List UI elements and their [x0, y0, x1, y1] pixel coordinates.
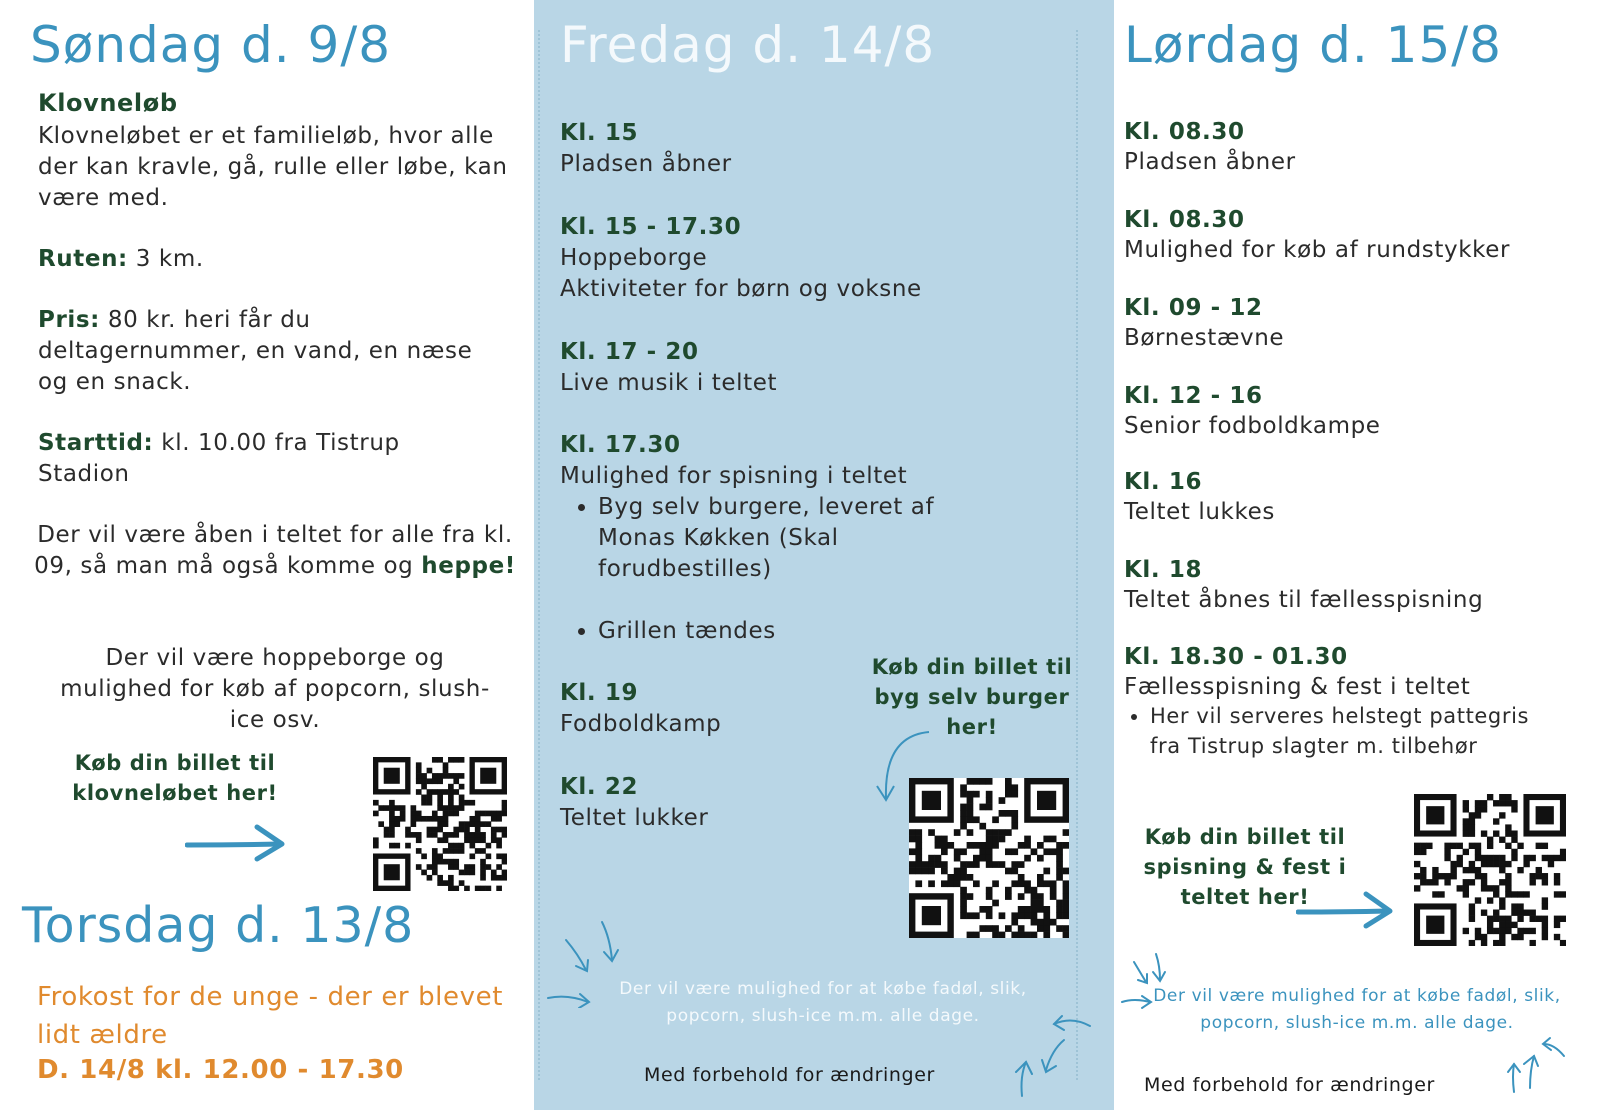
route-info [38, 244, 508, 275]
arrow-right-icon [1296, 890, 1396, 930]
party-ticket-cta[interactable]: Køb din billet til spisning & fest i teltet her! [1143, 825, 1347, 909]
saturday-title: Lørdag d. 15/8 [1124, 16, 1502, 74]
friday-time-5: Kl. 19 [560, 680, 639, 706]
friday-desc-4: Mulighed for spisning i teltet [560, 463, 908, 489]
saturday-time-4: Kl. 12 - 16 [1124, 383, 1263, 409]
saturday-time-5: Kl. 16 [1124, 469, 1203, 495]
list-item: • Her vil serveres helstegt pattegris fra Tistrup slagter m. tilbehør [1150, 701, 1554, 761]
open-tent-bold: heppe! [421, 553, 516, 579]
saturday-column [1114, 0, 1600, 1110]
saturday-disclaimer: Med forbehold for ændringer [1144, 1074, 1435, 1096]
saturday-time-7: Kl. 18.30 - 01.30 [1124, 644, 1348, 670]
saturday-time-1: Kl. 08.30 [1124, 119, 1245, 145]
klovnelob-intro: Klovneløbet er et familieløb, hvor alle der kan kravle, gå, rulle eller løbe, kan være med. [38, 123, 508, 211]
open-tent-text [30, 520, 520, 582]
sunday-thursday-column [0, 0, 534, 1110]
saturday-desc-2: Mulighed for køb af rundstykker [1124, 237, 1511, 263]
thursday-time: D. 14/8 kl. 12.00 - 17.30 [37, 1055, 404, 1085]
friday-desc-1: Pladsen åbner [560, 151, 732, 177]
route-label: Ruten: [38, 246, 128, 272]
saturday-desc-4: Senior fodboldkampe [1124, 413, 1381, 439]
friday-time-2: Kl. 15 - 17.30 [560, 214, 742, 240]
saturday-time-6: Kl. 18 [1124, 557, 1203, 583]
friday-desc-2: Hoppeborge [560, 245, 708, 271]
friday-time-4: Kl. 17.30 [560, 432, 681, 458]
start-value: kl. 10.00 fra Tistrup Stadion [38, 430, 400, 487]
hopping-text: Der vil være hoppeborge og mulighed for køb af popcorn, slush-ice osv. [60, 645, 490, 733]
friday-desc-3: Live musik i teltet [560, 370, 778, 396]
friday-disclaimer: Med forbehold for ændringer [644, 1064, 935, 1086]
friday-time-1: Kl. 15 [560, 120, 639, 146]
sunday-title: Søndag d. 9/8 [30, 16, 392, 74]
saturday-time-2: Kl. 08.30 [1124, 207, 1245, 233]
qr-code-icon[interactable] [909, 778, 1069, 938]
saturday-desc-1: Pladsen åbner [1124, 149, 1296, 175]
price-label: Pris: [38, 307, 100, 333]
saturday-bullet-list [1124, 701, 1554, 761]
thursday-title: Torsdag d. 13/8 [22, 897, 415, 954]
saturday-note: Der vil være mulighed for at købe fadøl, slik, popcorn, slush-ice m.m. alle dage. [1153, 986, 1561, 1033]
qr-code-icon[interactable] [373, 757, 507, 891]
klovnelob-heading: Klovneløb [38, 89, 178, 117]
friday-desc-5: Fodboldkamp [560, 711, 722, 737]
start-info [38, 428, 488, 490]
friday-bullet-list [560, 492, 990, 647]
burger-ticket-cta[interactable]: Køb din billet til byg selv burger her! [871, 655, 1073, 739]
friday-column [534, 0, 1114, 1110]
arrow-right-icon [185, 823, 290, 863]
list-item: • Byg selv burgere, leveret af Monas Køkken (Skal forudbestilles) [598, 492, 990, 585]
list-item: • Grillen tændes [598, 616, 990, 647]
friday-time-6: Kl. 22 [560, 774, 639, 800]
decorative-arrows-icon [544, 918, 624, 1008]
friday-desc-2b: Aktiviteter for børn og voksne [560, 276, 922, 302]
saturday-desc-3: Børnestævne [1124, 325, 1285, 351]
open-tent-body: Der vil være åben i teltet for alle fra kl. 09, så man må også komme og [34, 522, 513, 579]
saturday-desc-7: Fællesspisning & fest i teltet [1124, 674, 1471, 700]
friday-title: Fredag d. 14/8 [560, 16, 936, 74]
friday-desc-6: Teltet lukker [560, 805, 709, 831]
saturday-desc-5: Teltet lukkes [1124, 499, 1275, 525]
qr-code-icon[interactable] [1414, 794, 1566, 946]
decorative-arrows-icon [1506, 1036, 1566, 1096]
saturday-time-3: Kl. 09 - 12 [1124, 295, 1263, 321]
klovnelob-ticket-cta[interactable]: Køb din billet til klovneløbet her! [72, 751, 278, 805]
friday-time-3: Kl. 17 - 20 [560, 339, 699, 365]
thursday-subtitle: Frokost for de unge - der er blevet lidt ældre [37, 982, 503, 1050]
price-value: 80 kr. heri får du deltagernummer, en vand, en næse og en snack. [38, 307, 473, 395]
price-info [38, 305, 488, 398]
saturday-desc-6: Teltet åbnes til fællesspisning [1124, 587, 1484, 613]
route-value: 3 km. [135, 246, 204, 272]
start-label: Starttid: [38, 430, 154, 456]
friday-note: Der vil være mulighed for at købe fadøl, slik, popcorn, slush-ice m.m. alle dage. [619, 979, 1027, 1026]
decorative-arrows-icon [1012, 1010, 1092, 1100]
